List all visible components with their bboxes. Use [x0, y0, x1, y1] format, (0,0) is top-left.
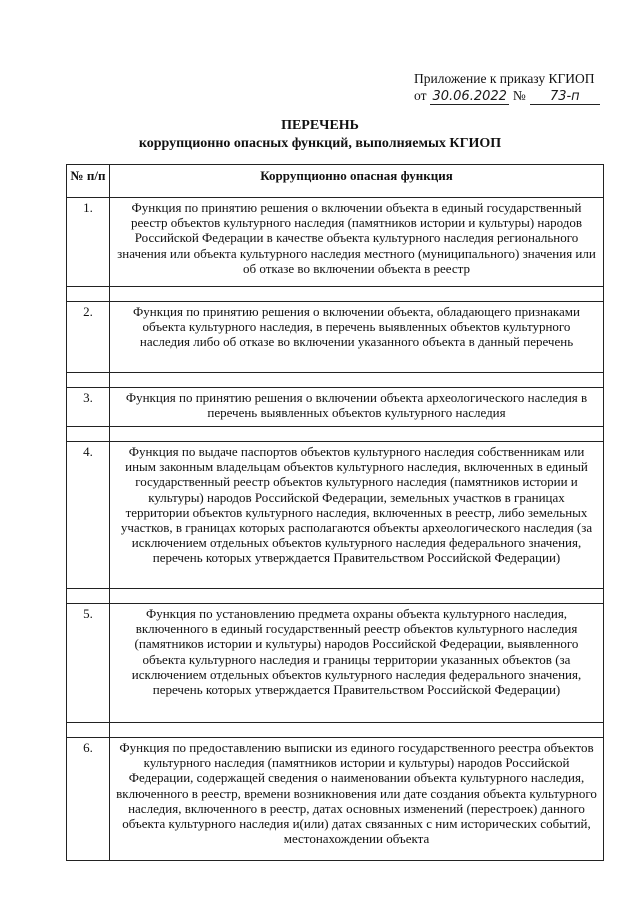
row-separator [67, 287, 604, 302]
document-subtitle: коррупционно опасных функций, выполняемых КГИОП [138, 136, 502, 151]
number-prefix: № [512, 88, 526, 103]
table-row [67, 442, 604, 589]
row-number: 3. [67, 388, 110, 427]
row-separator [67, 723, 604, 738]
row-number: 5. [67, 604, 110, 723]
functions-table [66, 164, 604, 861]
column-header-function: Коррупционно опасная функция [110, 165, 604, 198]
table-row [67, 738, 604, 861]
order-number-handwritten: 73-п [530, 88, 600, 105]
row-function-text: Функция по принятию решения о включении объекта в единый государственный реестр объектов культурного наследия (памятников истории и культуры) народов Российской Федерации в качестве объекта культурного наследия регионального значения или объекта культурного наследия местного (муниципального) значения или об отказе во включении объекта в реестр [110, 198, 604, 287]
order-date-handwritten: 30.06.2022 [432, 89, 507, 104]
row-separator [67, 589, 604, 604]
row-separator [67, 427, 604, 442]
approval-header [414, 70, 604, 105]
row-number: 6. [67, 738, 110, 861]
table-header-row [67, 165, 604, 198]
date-prefix: от [414, 88, 427, 103]
row-separator [67, 373, 604, 388]
row-function-text: Функция по предоставлению выписки из единого государственного реестра объектов культурного наследия (памятников истории и культуры) народов Российской Федерации, содержащей сведения о наименовании объекта культурного наследия, включенного в реестр, времени возникновения или дате создания объекта культурного наследия, включенного в реестр, датах основных изменений (перестроек) данного объекта культурного наследия и(или) датах связанных с ним исторических событий, местонахождении объекта [110, 738, 604, 861]
row-function-text: Функция по выдаче паспортов объектов культурного наследия собственникам или иным законным владельцам объектов культурного наследия, включенных в единый государственный реестр объектов культурного наследия (памятников истории и культуры) народов Российской Федерации, земельных участков в границах территории объектов культурного наследия, включенных в реестр, либо земельных участков, в границах которых располагаются объекты археологического наследия (за исключением отдельных объектов культурного наследия федерального значения, перечень которых утверждается Правительством Российской Федерации) [110, 442, 604, 589]
appendix-label: Приложение к приказу КГИОП [414, 71, 595, 86]
row-function-text: Функция по принятию решения о включении объекта археологического наследия в перечень выявленных объектов культурного наследия [110, 388, 604, 427]
document-title: ПЕРЕЧЕНЬ [281, 118, 359, 133]
table-row [67, 302, 604, 373]
row-function-text: Функция по установлению предмета охраны объекта культурного наследия, включенного в единый государственный реестр объектов культурного наследия (памятников истории и культуры) народов Российской Федерации, выявленного объекта культурного наследия и границы территории указанных объектов (за исключением отдельных объектов культурного наследия федерального значения, перечень которых утверждается Правительством Российской Федерации) [110, 604, 604, 723]
row-function-text: Функция по принятию решения о включении объекта, обладающего признаками объекта культурного наследия, в перечень выявленных объектов культурного наследия либо об отказе во включении указанного объекта в данный перечень [110, 302, 604, 373]
row-number: 1. [67, 198, 110, 287]
row-number: 4. [67, 442, 110, 589]
table-row [67, 604, 604, 723]
table-row [67, 388, 604, 427]
row-number: 2. [67, 302, 110, 373]
column-header-number: № п/п [67, 165, 110, 198]
table-row [67, 198, 604, 287]
order-date-line [414, 87, 604, 105]
